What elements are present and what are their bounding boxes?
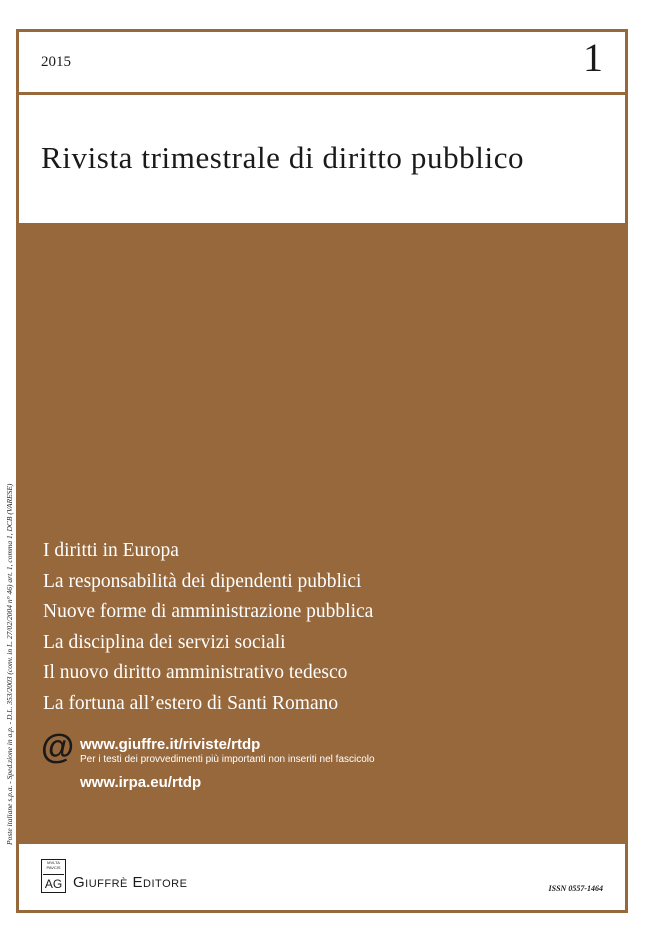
footer-band xyxy=(19,844,625,910)
contents-item: I diritti in Europa xyxy=(43,540,179,561)
contents-list xyxy=(43,536,373,719)
website-link-irpa[interactable]: www.irpa.eu/rtdp xyxy=(80,774,202,791)
website-link-giuffre[interactable]: www.giuffre.it/riviste/rtdp xyxy=(80,736,261,753)
title-band xyxy=(19,95,625,223)
contents-item: Il nuovo diritto amministrativo tedesco xyxy=(43,662,348,683)
contents-item: La responsabilità dei dipendenti pubblici xyxy=(43,570,362,592)
issn-code: ISSN 0557-1464 xyxy=(548,884,603,893)
contents-item: La fortuna all’estero di Santi Romano xyxy=(43,692,339,714)
website-note: Per i testi dei provvedimenti più importanti non inseriti nel fascicolo xyxy=(80,754,375,765)
journal-cover xyxy=(16,29,628,913)
postal-notice: Poste italiane s.p.a. - Sped.zione in a.p. - D.L. 353/2003 (conv. in L. 27/02/2004 n° 46) art. 1, comma 1, DCB (VARESE) xyxy=(5,483,14,845)
issue-number: 1 xyxy=(583,35,603,80)
publisher-name: Giuffrè Editore xyxy=(73,874,188,891)
issue-year: 2015 xyxy=(41,54,71,70)
contents-item: Nuove forme di amministrazione pubblica xyxy=(43,601,374,622)
journal-title: Rivista trimestrale di diritto pubblico xyxy=(41,140,525,175)
header-band xyxy=(19,32,625,92)
contents-item: La disciplina dei servizi sociali xyxy=(43,631,286,653)
publisher-logo xyxy=(41,859,66,893)
at-icon: @ xyxy=(41,728,75,766)
logo-motto: MVLTA PAVCIS xyxy=(43,861,64,875)
logo-letters: AG xyxy=(44,877,63,891)
